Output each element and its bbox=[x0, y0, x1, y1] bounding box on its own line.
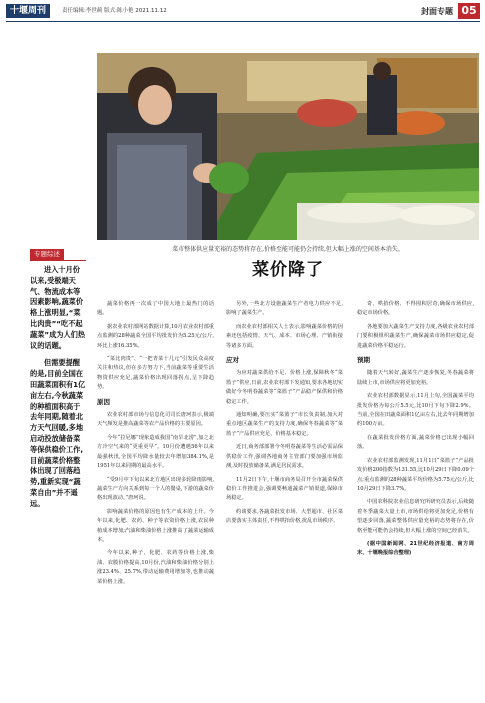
body-paragraph: 为应对蔬菜供给不足、价格上涨,保障秋冬“菜篮子”供应,日前,农业农村部下发通知,要求各地切实做好今冬明春蔬菜等“菜篮子”产品稳产保供和价格稳定工作。 bbox=[226, 370, 343, 405]
body-paragraph: 在蔬菜批发价格方面,蔬菜价格已出现小幅回落。 bbox=[357, 434, 474, 451]
body-paragraph: 中国农科院农业信息研究所研究员表示,后续随着冬季蔬菜大量上市,市场供给将更加充足,价格有望逐步回落,蔬菜整体供应量充裕的态势将存在,价格至能可能仍会持续,但大幅上涨的空间已经消失。 bbox=[357, 499, 474, 534]
body-paragraph: 今年“拉尼娜”现象造成我国“南旱北涝”,加之北方冷空气来的“更重更早”。10月份遭遇56年以来最强秋汛,全国平均降水量较去年增加384.1%,是1951年以来同期的最高水平。 bbox=[97, 434, 214, 470]
market-photo bbox=[97, 53, 479, 240]
section-heading: 原因 bbox=[97, 397, 110, 406]
section-heading: 应对 bbox=[226, 356, 239, 365]
tag-divider bbox=[30, 260, 86, 261]
body-column-1 bbox=[97, 300, 214, 591]
body-paragraph: 近日,商务部部署今冬明春蔬菜等生活必需品保供稳价工作,强调各地商务主管部门要加强市场监测,及时投放储备菜,满足居民需求。 bbox=[226, 444, 343, 470]
body-paragraph: 农业农村部监测发现,11月1日“菜篮子”产品批发价格200指数为131.55,比10月29日下降0.09个点;重点监测的28种蔬菜平均价格为5.75元/公斤,比10月29日下降3.7%。 bbox=[357, 457, 474, 492]
header-divider bbox=[6, 21, 480, 22]
editor-meta: 责任编辑:李世蔺 版式:陈小艳 2021.11.12 bbox=[62, 8, 167, 14]
lead-summary bbox=[30, 265, 87, 517]
body-paragraph: 通知明确,要压实“菜篮子”市长负责制,加大对重点地区蔬菜生产的支持力度,确保冬春蔬菜等“菜篮子”产品供应充足、价格基本稳定。 bbox=[226, 412, 343, 437]
body-paragraph: 农业农村部市场与信息化司司长唐珂表示,极端天气频发是推高蔬菜等农产品价格的主要原因。 bbox=[97, 412, 214, 428]
source-note: (据中国新闻网、21世纪经济报道、南方周末、十堰晚报综合整理) bbox=[357, 540, 474, 557]
body-paragraph: 随着天气转好,蔬菜生产逐步恢复,冬春蔬菜将陆续上市,市场供应将更加充裕。 bbox=[357, 370, 474, 386]
body-paragraph: 据农业农村部网站数据计算,10月农业农村部重点监测的28种蔬菜全国平均批发价为5.25元/公斤,环比上涨16.35%。 bbox=[97, 323, 214, 349]
topic-tag: 专题综述 bbox=[30, 249, 64, 260]
body-column-2 bbox=[226, 300, 343, 531]
body-paragraph: 约谈要求,各蔬菜批发市场、大型超市、社区菜店要落实主体责任,不得哄抬价格,扰乱市场秩序。 bbox=[226, 508, 343, 525]
section-heading: 预期 bbox=[357, 356, 370, 365]
body-paragraph: 农业农村部数据显示,11月上旬,全国蔬菜平均批发价格为每公斤5.5元,比10月下旬下降2.9%。当前,全国在田蔬菜面积1亿亩左右,比去年同期增加约100万亩。 bbox=[357, 393, 474, 428]
newspaper-logo: 十堰周刊 bbox=[6, 4, 50, 18]
body-paragraph: 蔬菜价格再一次成了中国大地上最热门的话题。 bbox=[97, 301, 214, 317]
body-paragraph: “菜比肉贵”、“一把青菜十几元”引发民众高度关注和热议,但在多方努力下,当前蔬菜等重要生活物资供应充足,蔬菜价格出现回落拐点,呈下降趋势。 bbox=[97, 356, 214, 391]
lead-paragraph-1: 进入十月份以来,受极端天气、物流成本等因素影响,蔬菜价格上涨明显,“菜比肉贵”“吃不起蔬菜”成为人们热议的话题。 bbox=[30, 265, 86, 350]
section-title: 封面专题 bbox=[421, 7, 453, 16]
body-paragraph: 11月2日下午,十堰市商务局召开全市蔬菜保供稳价工作推进会,强调要畅通蔬菜产销渠道,保障市场稳定。 bbox=[226, 476, 343, 502]
body-paragraph: 而农业农村部相关人士表示,影响蔬菜价格的因素还包括疫情、天气、成本、市场心理、产销衔接等诸多方面。 bbox=[226, 323, 343, 349]
vegetable-stall-image bbox=[97, 53, 479, 240]
lead-paragraph-2: 但需要提醒的是,目前全国在田蔬菜面积有1亿亩左右,今秋蔬菜的种植面积高于去年同期,随着北方天气回暖,多地启动投放储备菜等保供稳价工作,目前蔬菜价格整体出现了回落趋势,重新实现“蔬菜自由”并不遥远。 bbox=[30, 358, 86, 508]
body-paragraph: 另外,一些北方设施蔬菜生产者电力供应不足,影响了蔬菜生产。 bbox=[226, 301, 343, 317]
photo-caption: 菜市整体供应量充裕的态势将存在,价格至能可能仍会持续,但大幅上涨的空间基本消失。 bbox=[172, 246, 404, 253]
article-headline: 菜价降了 bbox=[252, 260, 324, 280]
body-paragraph: “受9月中下旬以来北方地区出现多轮降雨影响,蔬菜生产方向关系到每一个人的餐桌,下游的蔬菜价格出现波动。”唐珂说。 bbox=[97, 476, 214, 502]
body-paragraph: 影响蔬菜价格的原因也有生产成本的上升。今年以来,化肥、农药、种子等农资价格上涨,农民种植成本增加;汽油和柴油价格上涨推高了蔬菜运输成本。 bbox=[97, 508, 214, 543]
body-paragraph: 各地要加大蔬菜生产支持力度,各级农业农村部门要积极组织蔬菜生产,确保蔬菜市场供应稳定,促进蔬菜价格平稳运行。 bbox=[357, 323, 474, 349]
body-column-3 bbox=[357, 300, 474, 563]
body-paragraph: 奇、哄抬价格、不得囤积居奇,确保市场供应,稳定市场价格。 bbox=[357, 301, 474, 317]
page-number: 05 bbox=[458, 3, 480, 19]
page-header bbox=[0, 0, 485, 22]
body-paragraph: 今年以来,种子、化肥、农药等价格上涨,柴油、农膜价格提高,10月份,汽油和柴油价格分别上涨23.4%、25.7%,带动运输费用增加等,也推动蔬菜价格上涨。 bbox=[97, 550, 214, 585]
